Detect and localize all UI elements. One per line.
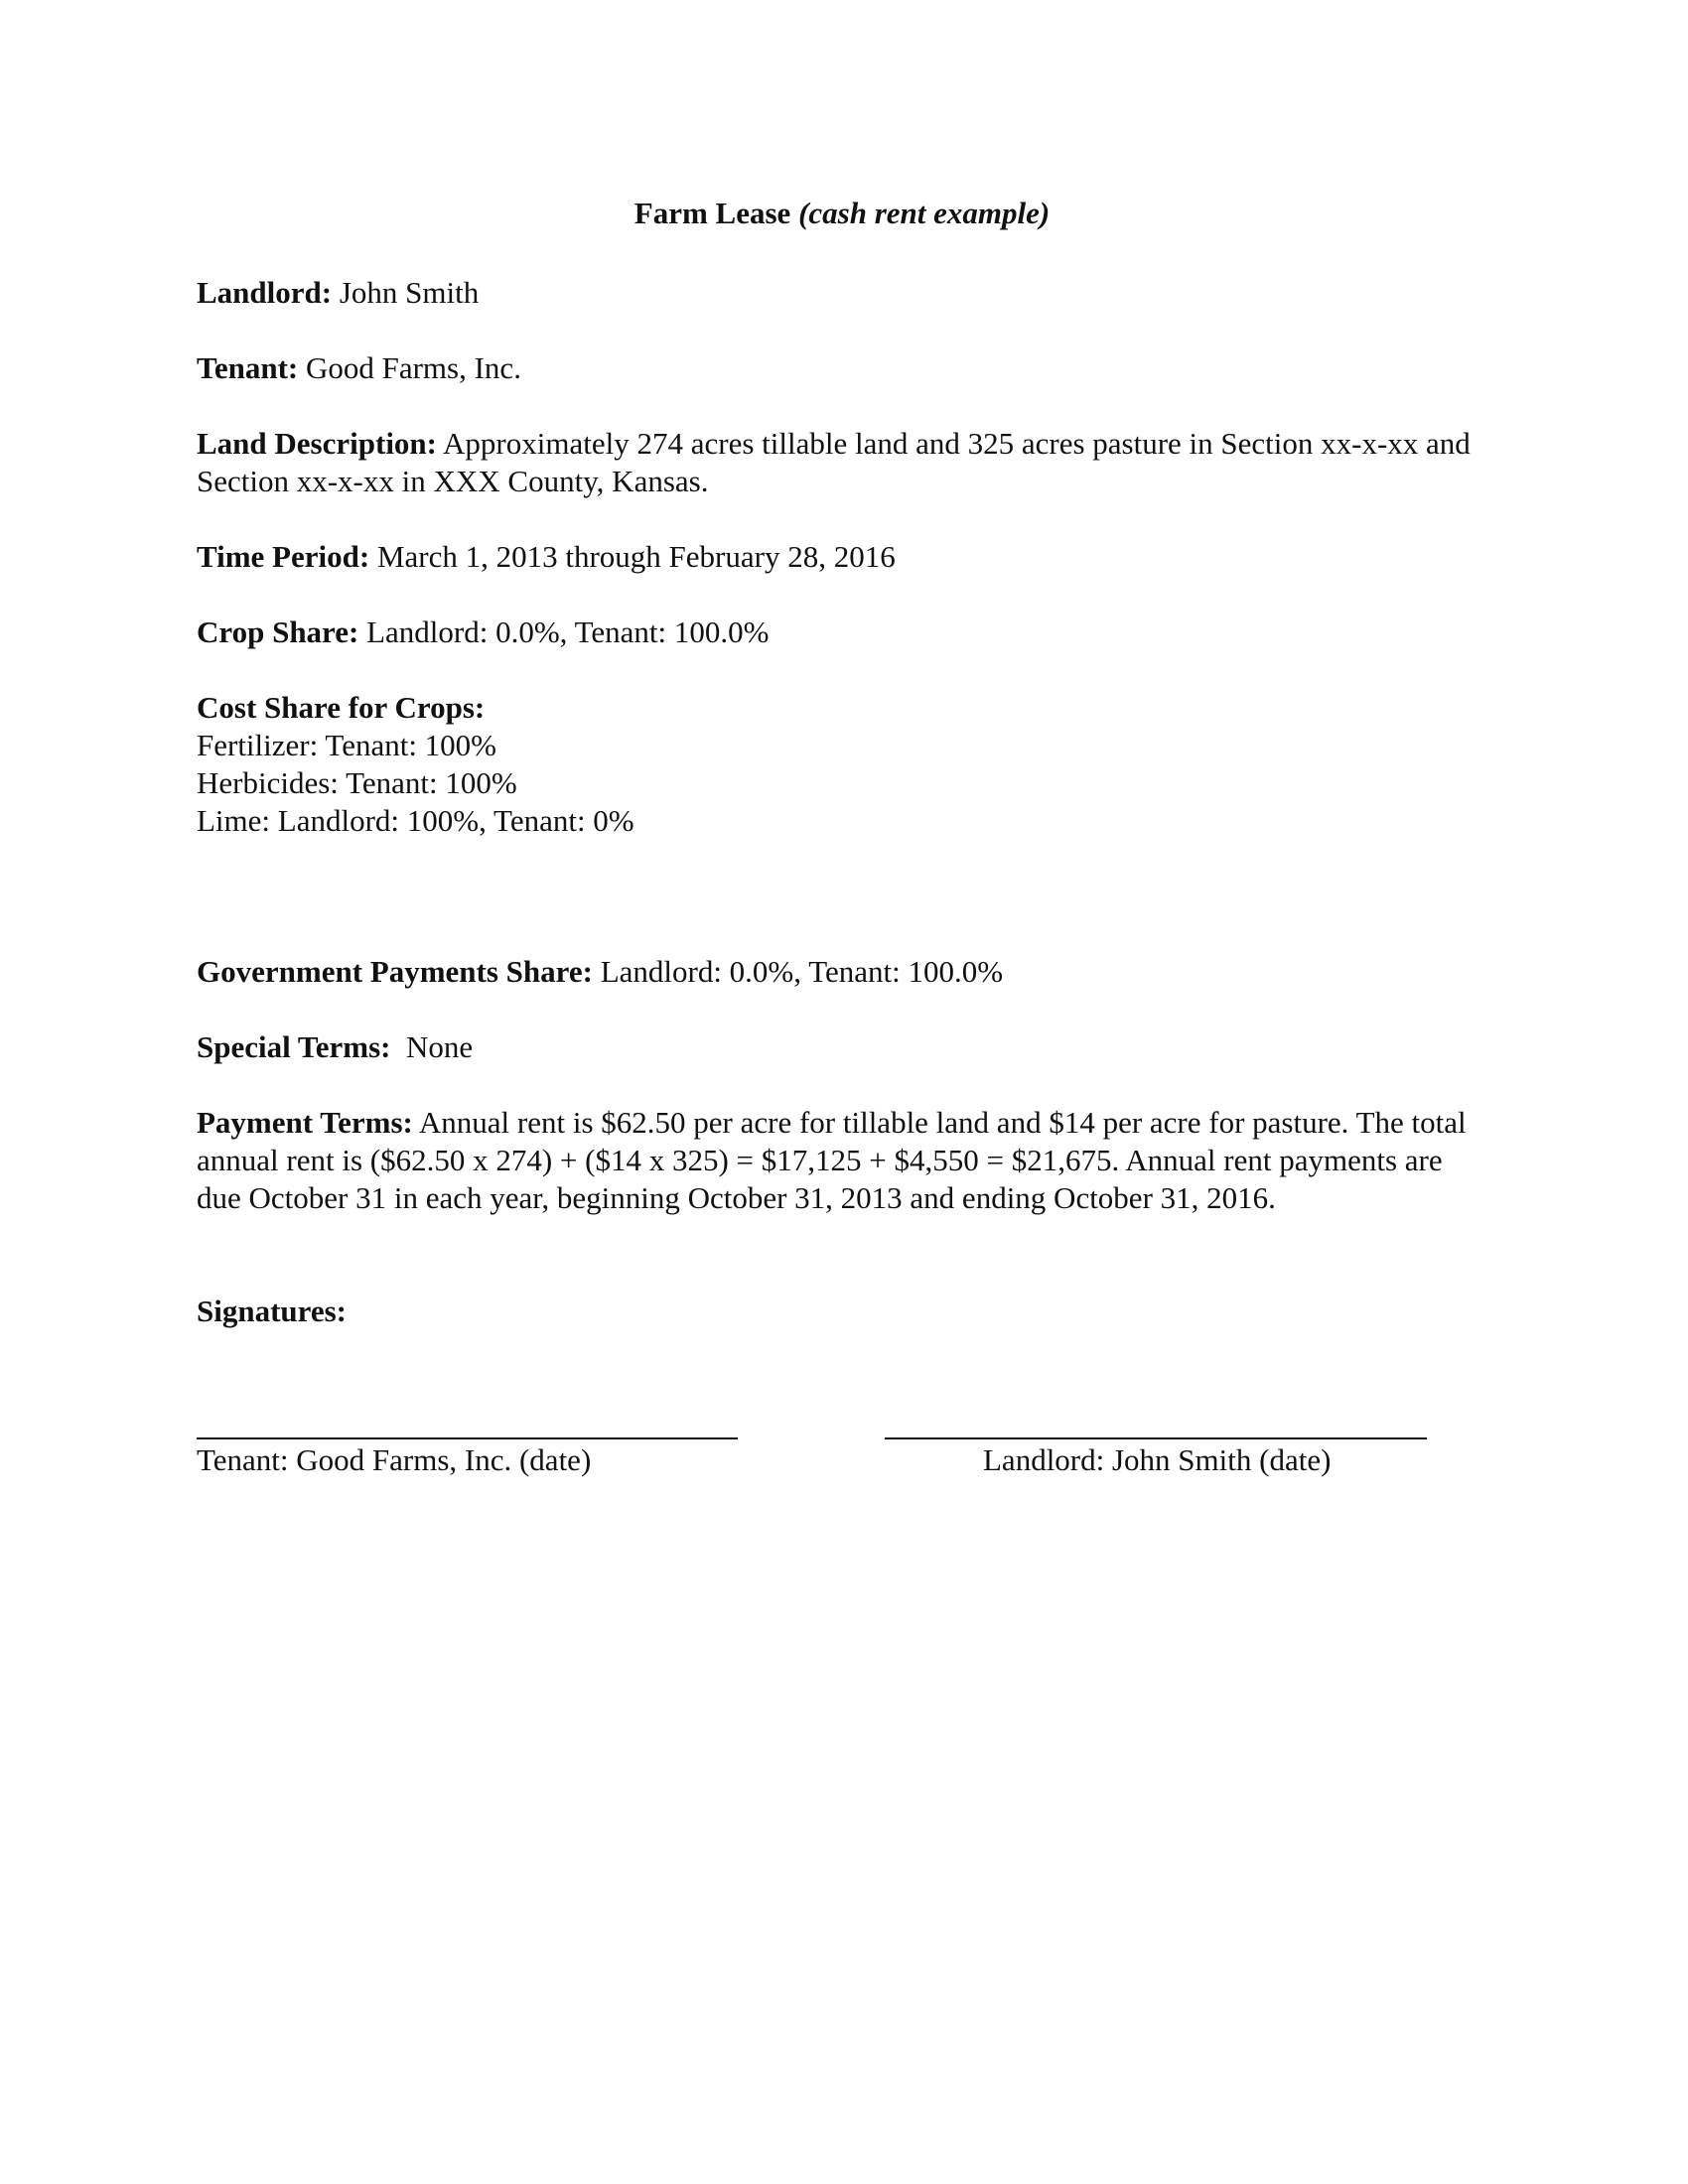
document-title — [197, 195, 1487, 232]
land-description-label: Land Description: — [197, 426, 437, 461]
cost-share-item: Lime: Landlord: 100%, Tenant: 0% — [197, 803, 634, 838]
payment-terms-value: Annual rent is $62.50 per acre for tillable land and $14 per acre for pasture. The total annual rent is ($62.50 x 274) + ($14 x 325) = $17,125 + $4,550 = $21,675. Annual rent payments are due October 31 in each year, beginning October 31, 2013 and ending October 31, 2016. — [197, 1105, 1467, 1215]
government-payments-field — [197, 953, 1487, 991]
land-description-value: Approximately 274 acres tillable land and 325 acres pasture in Section xx-x-xx and Section xx-x-xx in XXX County, Kansas. — [197, 426, 1471, 498]
time-period-field — [197, 538, 1487, 576]
payment-terms-field — [197, 1104, 1477, 1217]
special-terms-label: Special Terms: — [197, 1029, 391, 1064]
time-period-value: March 1, 2013 through February 28, 2016 — [376, 539, 896, 574]
payment-terms-label: Payment Terms: — [197, 1105, 413, 1140]
tenant-signature-label: Tenant: Good Farms, Inc. (date) — [197, 1442, 592, 1477]
landlord-signature-line — [885, 1437, 1427, 1439]
title-main: Farm Lease — [633, 196, 791, 230]
tenant-field — [197, 349, 1487, 387]
special-terms-value: None — [405, 1029, 474, 1064]
time-period-label: Time Period: — [197, 539, 370, 574]
tenant-value: Good Farms, Inc. — [305, 350, 521, 385]
landlord-field — [197, 274, 1487, 312]
special-terms-field — [197, 1028, 1487, 1066]
cost-share-item: Herbicides: Tenant: 100% — [197, 765, 517, 800]
tenant-signature-line — [197, 1437, 738, 1439]
landlord-label: Landlord: — [197, 275, 333, 310]
landlord-value: John Smith — [339, 275, 480, 310]
land-description-field — [197, 425, 1477, 500]
title-subtitle: (cash rent example) — [798, 196, 1051, 230]
signatures-heading — [197, 1293, 1487, 1330]
government-payments-value: Landlord: 0.0%, Tenant: 100.0% — [600, 954, 1004, 989]
cost-share-section — [197, 689, 1487, 840]
signatures-label: Signatures: — [197, 1294, 348, 1328]
cost-share-item: Fertilizer: Tenant: 100% — [197, 728, 497, 762]
crop-share-field — [197, 614, 1487, 651]
crop-share-label: Crop Share: — [197, 614, 359, 649]
government-payments-label: Government Payments Share: — [197, 954, 593, 989]
crop-share-value: Landlord: 0.0%, Tenant: 100.0% — [366, 614, 770, 649]
cost-share-label: Cost Share for Crops: — [197, 690, 486, 725]
tenant-label: Tenant: — [197, 350, 299, 385]
landlord-signature-label: Landlord: John Smith (date) — [983, 1442, 1332, 1477]
